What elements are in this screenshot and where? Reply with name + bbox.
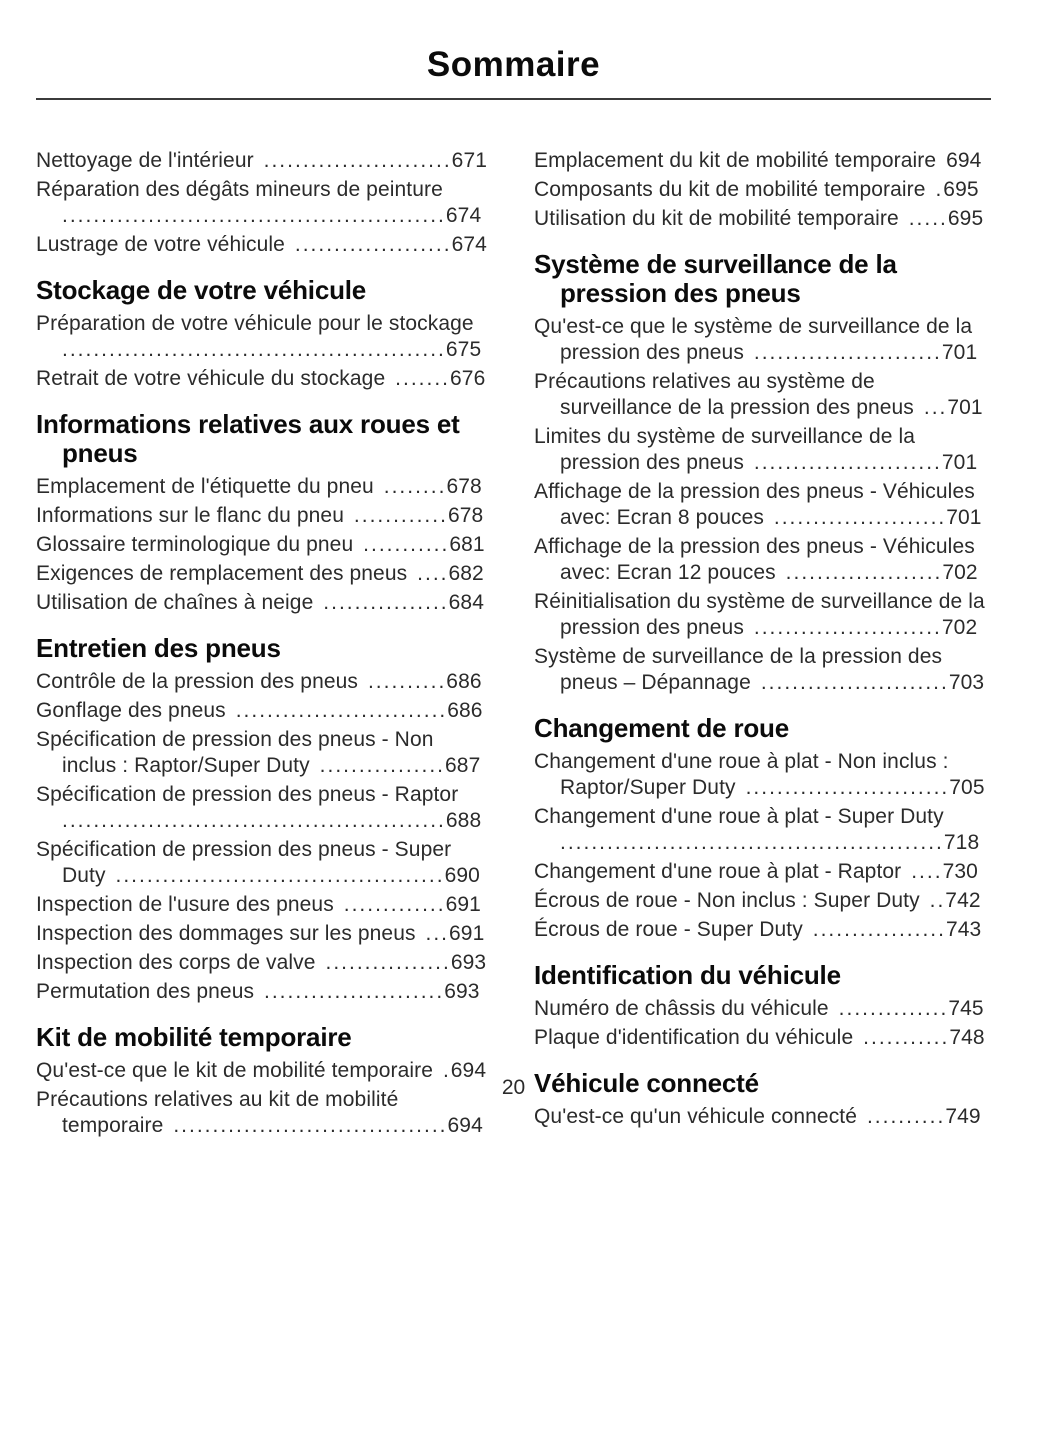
entry-title: Composants du kit de mobilité temporaire bbox=[534, 178, 932, 201]
entry-title: Limites du système de surveillance de la pression des pneus bbox=[534, 425, 916, 474]
entry-page-number: 693 bbox=[450, 951, 487, 974]
entry-title: Réinitialisation du système de surveillance de la pression des pneus bbox=[534, 590, 985, 639]
toc-entry[interactable] bbox=[36, 590, 487, 616]
toc-entry[interactable] bbox=[534, 369, 985, 421]
toc-entry[interactable] bbox=[36, 177, 487, 229]
entry-page-number: 687 bbox=[445, 754, 481, 777]
dot-leader: . bbox=[442, 1059, 451, 1082]
toc-content bbox=[36, 100, 991, 1142]
entry-title: Qu'est-ce qu'un véhicule connecté bbox=[534, 1105, 863, 1128]
toc-entry[interactable] bbox=[36, 474, 487, 500]
entry-page-number: 730 bbox=[942, 860, 978, 883]
entry-title: Changement d'une roue à plat - Super Duty bbox=[534, 805, 944, 828]
entry-page-number: 701 bbox=[946, 506, 982, 529]
toc-entry[interactable] bbox=[36, 561, 487, 587]
entry-page-number: 691 bbox=[449, 922, 485, 945]
entry-title: Inspection des corps de valve bbox=[36, 951, 322, 974]
toc-entry[interactable] bbox=[534, 148, 985, 174]
section-heading: Stockage de votre véhicule bbox=[36, 275, 367, 305]
toc-entry[interactable] bbox=[534, 177, 985, 203]
dot-leader: ........................ bbox=[760, 671, 949, 694]
entry-page-number: 701 bbox=[941, 341, 978, 364]
dot-leader: ................ bbox=[323, 591, 449, 614]
dot-leader: ................ bbox=[319, 754, 446, 777]
entry-title: Écrous de roue - Non inclus : Super Duty bbox=[534, 889, 926, 912]
entry-title: Spécification de pression des pneus - Super Duty bbox=[36, 838, 452, 887]
entry-title: Exigences de remplacement des pneus bbox=[36, 562, 414, 585]
entry-title: Emplacement du kit de mobilité temporaire bbox=[534, 149, 943, 172]
entry-page-number: 703 bbox=[948, 671, 985, 694]
dot-leader: .......................... bbox=[745, 776, 950, 799]
dot-leader: ........................ bbox=[753, 341, 942, 364]
dot-leader: ................................................. bbox=[560, 831, 944, 854]
toc-entry[interactable] bbox=[36, 669, 487, 695]
entry-page-number: 705 bbox=[949, 776, 985, 799]
entry-title: Numéro de châssis du véhicule bbox=[534, 997, 835, 1020]
dot-leader: ............. bbox=[343, 893, 446, 916]
entry-page-number: 742 bbox=[945, 889, 981, 912]
toc-entry[interactable] bbox=[534, 206, 985, 232]
toc-section bbox=[36, 634, 487, 1005]
toc-section bbox=[36, 410, 487, 616]
section-heading: Véhicule connecté bbox=[534, 1068, 759, 1098]
entry-page-number: 686 bbox=[447, 699, 483, 722]
entry-page-number: 671 bbox=[451, 149, 488, 172]
toc-entry[interactable] bbox=[534, 749, 985, 801]
entry-title: Utilisation du kit de mobilité temporaire bbox=[534, 207, 905, 230]
toc-entry[interactable] bbox=[534, 888, 985, 914]
entry-title: Spécification de pression des pneus - Raptor bbox=[36, 783, 459, 806]
entry-title: Glossaire terminologique du pneu bbox=[36, 533, 360, 556]
entry-page-number: 694 bbox=[450, 1059, 487, 1082]
dot-leader: ... bbox=[923, 396, 948, 419]
dot-leader: ................................................. bbox=[62, 204, 446, 227]
entry-title: Changement d'une roue à plat - Raptor bbox=[534, 860, 908, 883]
dot-leader: .... bbox=[417, 562, 449, 585]
entry-page-number: 678 bbox=[447, 504, 484, 527]
entry-page-number: 695 bbox=[947, 207, 984, 230]
entry-title: Affichage de la pression des pneus - Véhicules avec: Ecran 8 pouces bbox=[534, 480, 975, 529]
entry-title: Informations sur le flanc du pneu bbox=[36, 504, 350, 527]
toc-entry[interactable] bbox=[534, 424, 985, 476]
entry-title: Précautions relatives au kit de mobilité temporaire bbox=[36, 1088, 399, 1137]
entry-page-number: 749 bbox=[945, 1105, 981, 1128]
entry-title: Utilisation de chaînes à neige bbox=[36, 591, 320, 614]
section-heading: Changement de roue bbox=[534, 713, 789, 743]
entry-page-number: 745 bbox=[948, 997, 984, 1020]
dot-leader: ................................................. bbox=[62, 809, 446, 832]
entry-title: Écrous de roue - Super Duty bbox=[534, 918, 809, 941]
entry-title: Retrait de votre véhicule du stockage bbox=[36, 367, 392, 390]
toc-section bbox=[36, 276, 487, 392]
dot-leader: ...................... bbox=[773, 506, 947, 529]
toc-entry[interactable] bbox=[534, 479, 985, 531]
toc-section bbox=[36, 148, 487, 258]
toc-entry[interactable] bbox=[36, 503, 487, 529]
section-heading: Système de surveillance de la pression des pneus bbox=[534, 249, 897, 308]
entry-page-number: 676 bbox=[450, 367, 486, 390]
section-heading: Entretien des pneus bbox=[36, 633, 281, 663]
entry-title: Préparation de votre véhicule pour le stockage bbox=[36, 312, 474, 335]
toc-entry[interactable] bbox=[36, 311, 487, 363]
dot-leader: ... bbox=[425, 922, 450, 945]
dot-leader: .................... bbox=[785, 561, 943, 584]
dot-leader: .................... bbox=[294, 233, 452, 256]
entry-title: Lustrage de votre véhicule bbox=[36, 233, 291, 256]
entry-title: Qu'est-ce que le kit de mobilité temporaire bbox=[36, 1059, 439, 1082]
section-heading: Kit de mobilité temporaire bbox=[36, 1022, 352, 1052]
dot-leader: ................................... bbox=[173, 1114, 448, 1137]
dot-leader: ........................ bbox=[753, 616, 942, 639]
toc-entry[interactable] bbox=[534, 804, 985, 856]
toc-entry[interactable] bbox=[36, 837, 487, 889]
page-title: Sommaire bbox=[426, 45, 601, 84]
toc-section bbox=[534, 250, 985, 696]
toc-entry[interactable] bbox=[534, 1104, 985, 1130]
entry-page-number: 748 bbox=[949, 1026, 985, 1049]
dot-leader: ........... bbox=[363, 533, 450, 556]
toc-entry[interactable] bbox=[534, 589, 985, 641]
entry-title: Nettoyage de l'intérieur bbox=[36, 149, 260, 172]
entry-page-number: 694 bbox=[946, 149, 982, 172]
toc-section bbox=[534, 148, 985, 232]
dot-leader: .......................................... bbox=[115, 864, 445, 887]
entry-title: Changement d'une roue à plat - Non inclus : Raptor/Super Duty bbox=[534, 750, 949, 799]
dot-leader: ..... bbox=[908, 207, 948, 230]
entry-title: Inspection de l'usure des pneus bbox=[36, 893, 340, 916]
toc-entry[interactable] bbox=[36, 979, 487, 1005]
entry-page-number: 674 bbox=[451, 233, 487, 256]
entry-page-number: 681 bbox=[449, 533, 485, 556]
section-heading: Informations relatives aux roues et pneus bbox=[36, 409, 460, 468]
entry-page-number: 684 bbox=[448, 591, 484, 614]
toc-entry[interactable] bbox=[534, 534, 985, 586]
toc-column bbox=[36, 148, 487, 1142]
dot-leader: ........ bbox=[383, 475, 447, 498]
dot-leader: .......... bbox=[367, 670, 447, 693]
toc-entry[interactable] bbox=[36, 698, 487, 724]
entry-title: Plaque d'identification du véhicule bbox=[534, 1026, 860, 1049]
entry-title: Inspection des dommages sur les pneus bbox=[36, 922, 422, 945]
entry-page-number: 702 bbox=[941, 616, 978, 639]
entry-page-number: 743 bbox=[945, 918, 982, 941]
entry-title: Emplacement de l'étiquette du pneu bbox=[36, 475, 380, 498]
entry-title: Réparation des dégâts mineurs de peinture bbox=[36, 178, 443, 201]
page-number: 20 bbox=[501, 1076, 526, 1099]
dot-leader: ............ bbox=[353, 504, 448, 527]
entry-page-number: 691 bbox=[445, 893, 481, 916]
entry-page-number: 690 bbox=[444, 864, 480, 887]
entry-page-number: 686 bbox=[446, 670, 482, 693]
dot-leader: ....................... bbox=[264, 980, 445, 1003]
dot-leader: ................................................. bbox=[62, 338, 446, 361]
dot-leader: .. bbox=[929, 889, 946, 912]
entry-page-number: 702 bbox=[942, 561, 978, 584]
toc-entry[interactable] bbox=[36, 892, 487, 918]
toc-entry[interactable] bbox=[36, 366, 487, 392]
entry-title: Affichage de la pression des pneus - Véhicules avec: Ecran 12 pouces bbox=[534, 535, 975, 584]
entry-title: Contrôle de la pression des pneus bbox=[36, 670, 364, 693]
toc-entry[interactable] bbox=[36, 782, 487, 834]
toc-entry[interactable] bbox=[534, 1025, 985, 1051]
toc-section bbox=[534, 714, 985, 943]
dot-leader: .... bbox=[911, 860, 943, 883]
entry-page-number: 701 bbox=[941, 451, 978, 474]
toc-entry[interactable] bbox=[534, 314, 985, 366]
toc-entry[interactable] bbox=[534, 644, 985, 696]
toc-entry[interactable] bbox=[36, 148, 487, 174]
dot-leader: ........... bbox=[863, 1026, 950, 1049]
toc-entry[interactable] bbox=[36, 232, 487, 258]
toc-column bbox=[534, 148, 985, 1142]
entry-title: Spécification de pression des pneus - Non inclus : Raptor/Super Duty bbox=[36, 728, 434, 777]
entry-page-number: 693 bbox=[444, 980, 480, 1003]
entry-title: Qu'est-ce que le système de surveillance de la pression des pneus bbox=[534, 315, 973, 364]
section-heading: Identification du véhicule bbox=[534, 960, 841, 990]
dot-leader: ....... bbox=[395, 367, 451, 390]
entry-page-number: 675 bbox=[445, 338, 482, 361]
entry-title: Système de surveillance de la pression des pneus – Dépannage bbox=[534, 645, 943, 694]
dot-leader: .......... bbox=[866, 1105, 946, 1128]
dot-leader: ................ bbox=[325, 951, 451, 974]
entry-page-number: 701 bbox=[947, 396, 983, 419]
entry-page-number: 678 bbox=[446, 475, 482, 498]
dot-leader: . bbox=[935, 178, 944, 201]
entry-title: Précautions relatives au système de surveillance de la pression des pneus bbox=[534, 370, 920, 419]
toc-entry[interactable] bbox=[36, 950, 487, 976]
entry-page-number: 674 bbox=[445, 204, 482, 227]
toc-entry[interactable] bbox=[534, 859, 985, 885]
toc-section bbox=[534, 961, 985, 1051]
dot-leader: .............. bbox=[838, 997, 949, 1020]
toc-entry[interactable] bbox=[36, 921, 487, 947]
entry-title: Permutation des pneus bbox=[36, 980, 261, 1003]
dot-leader: ................. bbox=[812, 918, 946, 941]
toc-entry[interactable] bbox=[534, 996, 985, 1022]
toc-entry[interactable] bbox=[36, 727, 487, 779]
dot-leader: ........................... bbox=[235, 699, 448, 722]
entry-page-number: 688 bbox=[445, 809, 482, 832]
entry-page-number: 682 bbox=[448, 562, 484, 585]
dot-leader: ........................ bbox=[753, 451, 942, 474]
entry-page-number: 695 bbox=[943, 178, 979, 201]
entry-page-number: 694 bbox=[447, 1114, 483, 1137]
entry-page-number: 718 bbox=[943, 831, 980, 854]
toc-entry[interactable] bbox=[36, 532, 487, 558]
toc-entry[interactable] bbox=[534, 917, 985, 943]
dot-leader: ........................ bbox=[263, 149, 452, 172]
entry-title: Gonflage des pneus bbox=[36, 699, 232, 722]
